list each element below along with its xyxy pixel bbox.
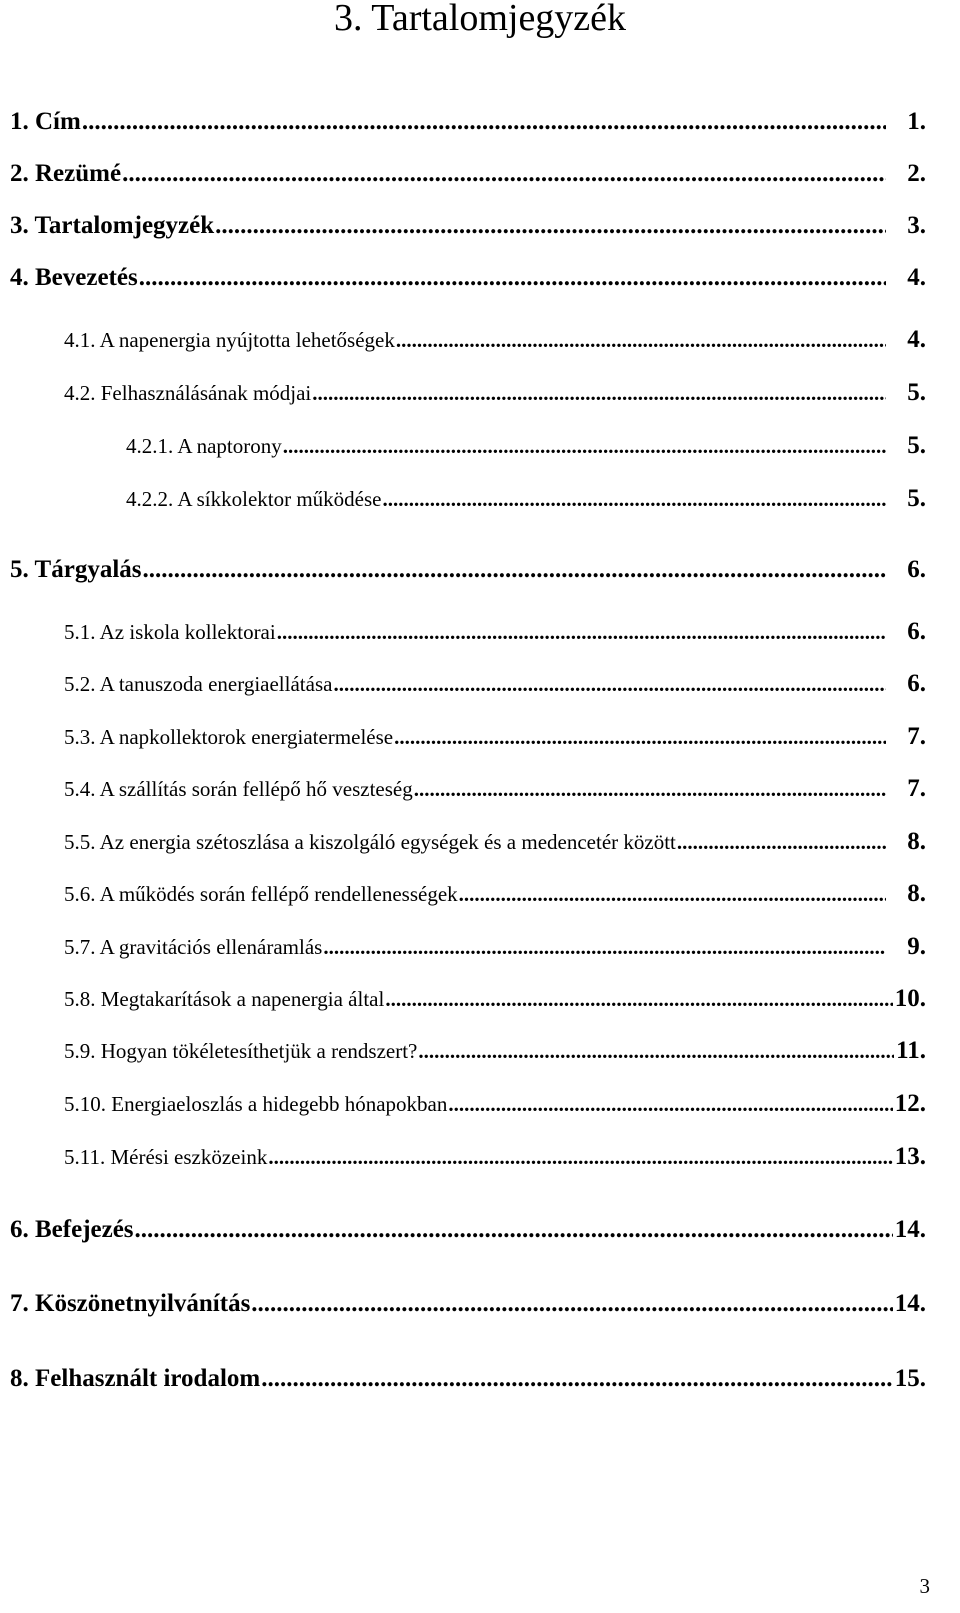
toc-leader-dots [251,1290,892,1318]
toc-entry-label: 5.9. Hogyan tökéletesíthetjük a rendszert? [64,1039,418,1063]
toc-entry-page: 6. [907,618,926,645]
toc-leader-dots [396,328,886,353]
toc-entry-cim[interactable] [10,108,926,142]
toc-entry-page: 4. [907,326,926,353]
toc-entry-label: 4.2.1. A naptorony [126,434,282,458]
toc-entry-targyalas[interactable] [10,556,926,590]
toc-leader-dots [448,1092,892,1117]
toc-leader-dots [122,160,886,188]
toc-leader-dots [394,725,886,750]
toc-leader-dots [268,1145,892,1170]
toc-entry-label: 4. Bevezetés [10,264,138,291]
toc-entry-page: 8. [907,880,926,907]
toc-entry-4-1[interactable] [64,326,926,356]
toc-entry-label: 5.5. Az energia szétoszlása a kiszolgáló egységek és a medencetér között [64,830,676,854]
toc-leader-dots [215,212,886,240]
toc-leader-dots [459,882,886,907]
toc-entry-page: 13. [894,1143,926,1170]
toc-entry-label: 8. Felhasznált irodalom [10,1365,261,1392]
toc-entry-label: 7. Köszönetnyilvánítás [10,1290,251,1317]
toc-entry-4-2-2[interactable] [126,485,926,515]
toc-entry-page: 4. [907,264,926,291]
toc-leader-dots [261,1365,893,1393]
toc-leader-dots [312,381,886,406]
toc-entry-tartalomjegyzek[interactable] [10,212,926,246]
page-title: 3. Tartalomjegyzék [333,0,627,39]
toc-entry-page: 1. [907,108,926,135]
page-number: 3 [919,1574,930,1598]
toc-entry-5-8[interactable] [64,985,926,1015]
toc-entry-page: 5. [907,432,926,459]
toc-entry-4-2-1[interactable] [126,432,926,462]
toc-entry-page: 14. [894,1290,926,1317]
toc-entry-5-1[interactable] [64,618,926,648]
toc-leader-dots [414,777,886,802]
toc-entry-page: 9. [907,933,926,960]
toc-entry-label: 4.1. A napenergia nyújtotta lehetőségek [64,328,395,352]
toc-entry-page: 3. [907,212,926,239]
toc-entry-label: 5.8. Megtakarítások a napenergia által [64,987,385,1011]
toc-entry-5-6[interactable] [64,880,926,910]
toc-leader-dots [135,1216,893,1244]
toc-entry-page: 12. [894,1090,926,1117]
toc-entry-page: 8. [907,828,926,855]
toc-entry-page: 6. [907,556,926,583]
toc-entry-label: 5.1. Az iskola kollektorai [64,620,276,644]
toc-entry-befejezes[interactable] [10,1216,926,1250]
toc-entry-label: 5.6. A működés során fellépő rendellenességek [64,882,458,906]
toc-entry-5-9[interactable] [64,1037,926,1067]
toc-entry-label: 4.2. Felhasználásának módjai [64,381,312,405]
toc-entry-5-7[interactable] [64,933,926,963]
toc-leader-dots [323,935,886,960]
toc-entry-label: 5.11. Mérési eszközeink [64,1145,268,1169]
toc-entry-label: 5. Tárgyalás [10,556,142,583]
toc-entry-5-10[interactable] [64,1090,926,1120]
toc-entry-felhasznalt-irodalom[interactable] [10,1365,926,1399]
toc-leader-dots [677,830,886,855]
toc-entry-label: 6. Befejezés [10,1216,134,1243]
toc-entry-label: 1. Cím [10,108,81,135]
toc-entry-label: 5.4. A szállítás során fellépő hő veszteség [64,777,413,801]
toc-leader-dots [277,620,886,645]
toc-entry-5-11[interactable] [64,1143,926,1173]
toc-entry-label: 5.3. A napkollektorok energiatermelése [64,725,394,749]
toc-entry-label: 5.7. A gravitációs ellenáramlás [64,935,323,959]
toc-leader-dots [383,487,887,512]
toc-entry-page: 7. [907,723,926,750]
toc-entry-5-4[interactable] [64,775,926,805]
toc-entry-page: 14. [894,1216,926,1243]
toc-leader-dots [385,987,892,1012]
toc-leader-dots [418,1039,894,1064]
toc-entry-rezume[interactable] [10,160,926,194]
toc-entry-page: 6. [907,670,926,697]
toc-entry-page: 7. [907,775,926,802]
toc-entry-label: 4.2.2. A síkkolektor működése [126,487,382,511]
toc-entry-page: 15. [894,1365,926,1392]
toc-entry-4-2[interactable] [64,379,926,409]
toc-entry-page: 5. [907,379,926,406]
toc-entry-page: 2. [907,160,926,187]
toc-leader-dots [139,264,886,292]
toc-leader-dots [82,108,886,136]
toc-leader-dots [283,434,886,459]
toc-entry-5-3[interactable] [64,723,926,753]
toc-entry-label: 5.2. A tanuszoda energiaellátása [64,672,333,696]
toc-entry-koszonetnyilvanitas[interactable] [10,1290,926,1324]
toc-entry-label: 5.10. Energiaeloszlás a hidegebb hónapokban [64,1092,448,1116]
toc-entry-bevezetes[interactable] [10,264,926,298]
toc-leader-dots [143,556,887,584]
toc-leader-dots [333,672,886,697]
toc-entry-page: 5. [907,485,926,512]
toc-entry-label: 2. Rezümé [10,160,122,187]
toc-entry-label: 3. Tartalomjegyzék [10,212,215,239]
toc-entry-page: 11. [896,1037,926,1064]
toc-entry-5-5[interactable] [64,828,926,858]
toc-entry-5-2[interactable] [64,670,926,700]
toc-entry-page: 10. [894,985,926,1012]
